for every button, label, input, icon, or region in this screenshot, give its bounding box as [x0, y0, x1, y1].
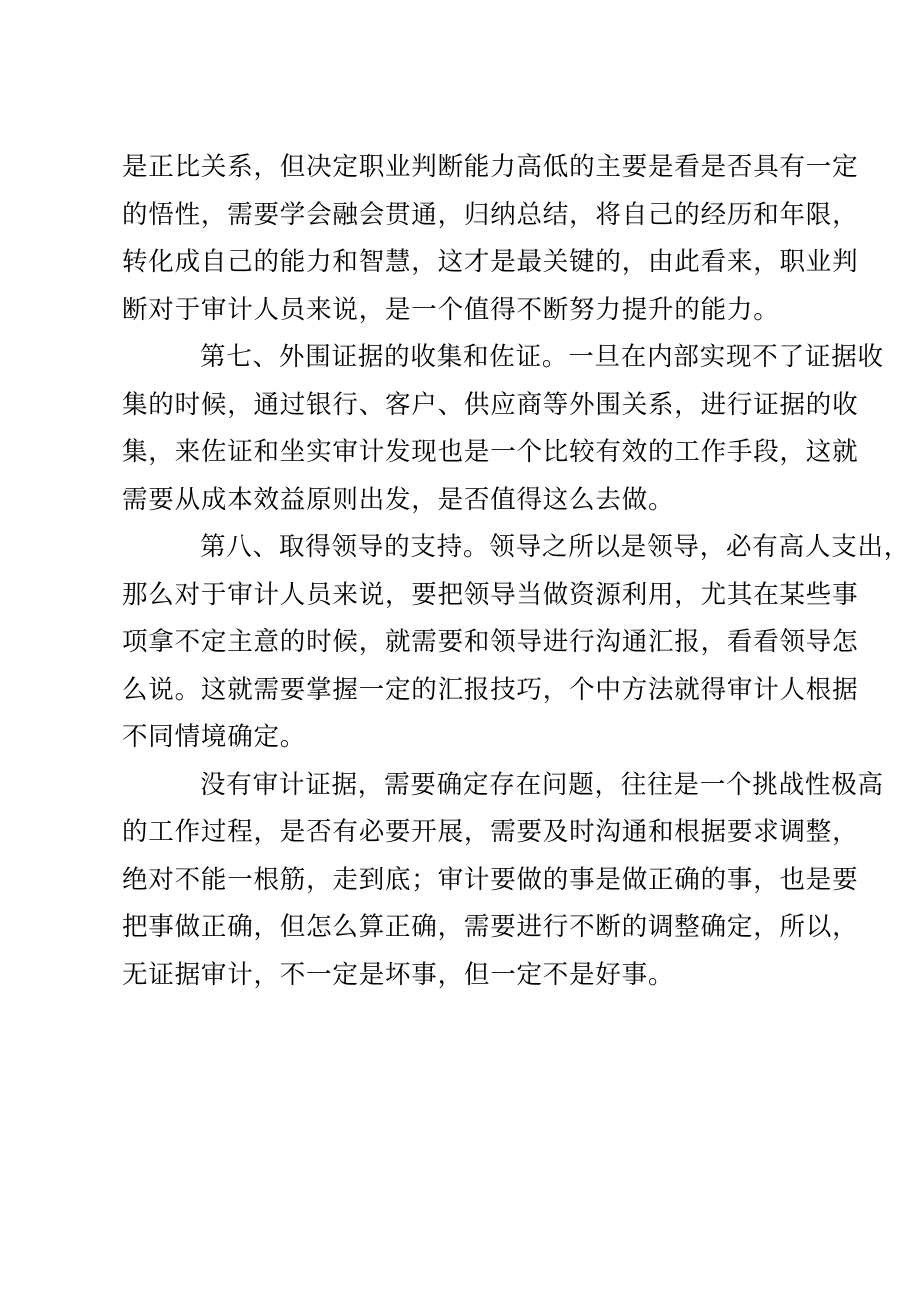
- paragraph-first-line: 第七、外围证据的收集和佐证。一旦在内部实现不了证据收: [200, 342, 884, 372]
- text-line: 是正比关系，但决定职业判断能力高低的主要是看是否具有一定: [122, 152, 859, 182]
- paragraph-first-line: 没有审计证据，需要确定存在问题，往往是一个挑战性极高: [200, 769, 884, 800]
- paragraph-first-line: 第八、取得领导的支持。领导之所以是领导，必有高人支出，: [200, 532, 911, 562]
- text-line: 转化成自己的能力和智慧，这才是最关键的，由此看来，职业判: [122, 247, 859, 277]
- text-line: 绝对不能一根筋，走到底；审计要做的事是做正确的事，也是要: [122, 864, 859, 895]
- text-line: 的悟性，需要学会融会贯通，归纳总结，将自己的经历和年限，: [122, 199, 859, 230]
- text-line: 的工作过程，是否有必要开展，需要及时沟通和根据要求调整，: [122, 817, 859, 847]
- text-line: 集的时候，通过银行、客户、供应商等外围关系，进行证据的收: [122, 389, 859, 420]
- text-line: 把事做正确，但怎么算正确，需要进行不断的调整确定，所以，: [122, 912, 859, 942]
- text-line: 么说。这就需要掌握一定的汇报技巧，个中方法就得审计人根据: [122, 674, 859, 705]
- text-line: 无证据审计，不一定是坏事，但一定不是好事。: [122, 959, 675, 990]
- text-line: 断对于审计人员来说，是一个值得不断努力提升的能力。: [122, 294, 780, 325]
- text-line: 需要从成本效益原则出发，是否值得这么去做。: [122, 484, 675, 515]
- text-line: 不同情境确定。: [122, 722, 307, 752]
- text-line: 那么对于审计人员来说，要把领导当做资源利用，尤其在某些事: [122, 579, 859, 610]
- text-line: 项拿不定主意的时候，就需要和领导进行沟通汇报，看看领导怎: [122, 627, 859, 657]
- text-line: 集，来佐证和坐实审计发现也是一个比较有效的工作手段，这就: [122, 437, 859, 467]
- body-text: [122, 144, 911, 999]
